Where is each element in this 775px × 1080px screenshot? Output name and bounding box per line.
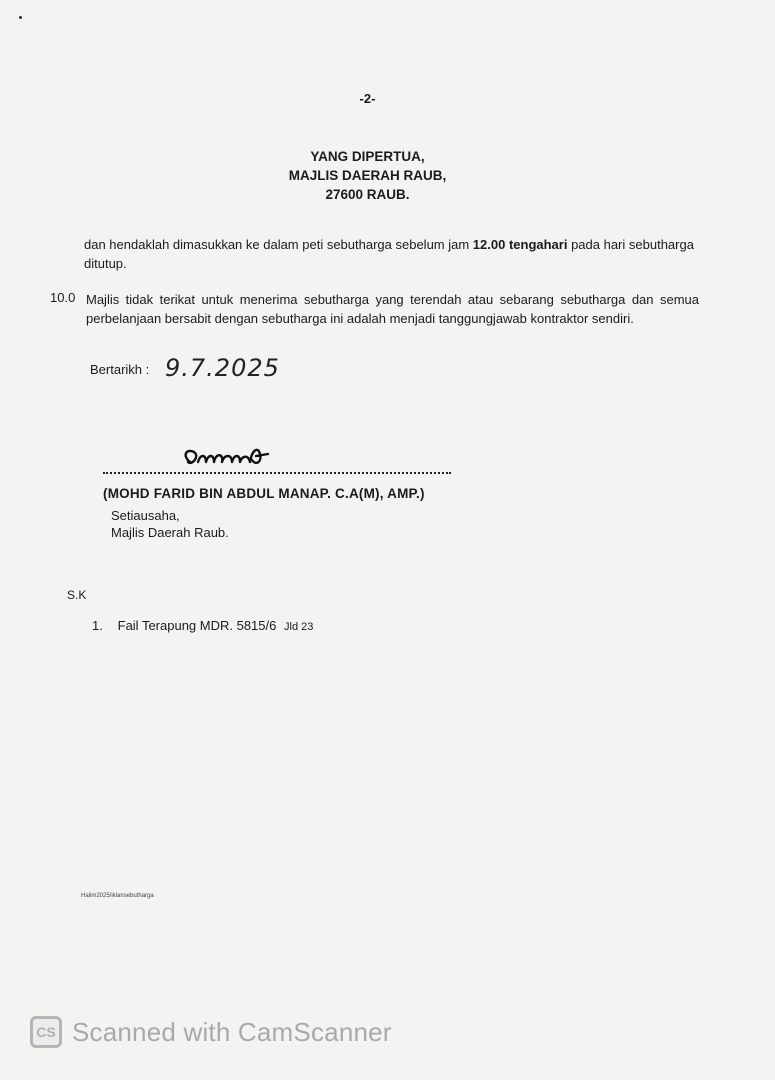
footer-file-reference: Halim2025/iklansebutharga	[81, 893, 154, 899]
paragraph-10-text: Majlis tidak terikat untuk menerima sebutharga yang terendah atau sebarang sebutharga dan semua perbelanjaan bersabit dengan sebutharga ini adalah menjadi tanggungjawab kontraktor sendiri.	[86, 292, 699, 326]
recipient-address	[0, 147, 735, 204]
date-label: Bertarikh :	[90, 362, 150, 377]
handwritten-signature	[180, 440, 280, 474]
signatory-title: Setiausaha,	[111, 508, 180, 523]
camscanner-logo-icon: CS	[30, 1016, 62, 1048]
address-line-3: 27600 RAUB.	[325, 187, 410, 202]
page-number: -2-	[359, 91, 376, 106]
camscanner-watermark	[30, 1016, 392, 1048]
copy-list-item	[92, 618, 313, 633]
address-line-2: MAJLIS DAERAH RAUB,	[288, 168, 447, 183]
scan-speck	[19, 16, 22, 19]
signatory-name: (MOHD FARID BIN ABDUL MANAP. C.A(M), AMP.)	[103, 486, 425, 501]
copy-item-text: Fail Terapung MDR. 5815/6	[117, 618, 277, 633]
signatory-block	[111, 507, 229, 541]
paragraph-text-before: dan hendaklah dimasukkan ke dalam peti sebutharga sebelum jam	[84, 237, 473, 252]
signatory-organization: Majlis Daerah Raub.	[111, 525, 229, 540]
address-line-1: YANG DIPERTUA,	[310, 149, 425, 164]
paragraph-text-after: pada hari sebutharga ditutup.	[84, 237, 694, 271]
copy-item-number: 1.	[92, 618, 103, 633]
signature-line	[103, 472, 451, 474]
camscanner-text: Scanned with CamScanner	[72, 1016, 392, 1047]
paragraph-continued	[84, 235, 699, 273]
handwritten-date: 9.7.2025	[165, 354, 280, 382]
paragraph-deadline-time: 12.00 tengahari	[472, 237, 568, 252]
copy-item-volume: Jld 23	[284, 621, 314, 633]
paragraph-10-number: 10.0	[50, 290, 76, 305]
copies-label: S.K	[67, 588, 87, 602]
